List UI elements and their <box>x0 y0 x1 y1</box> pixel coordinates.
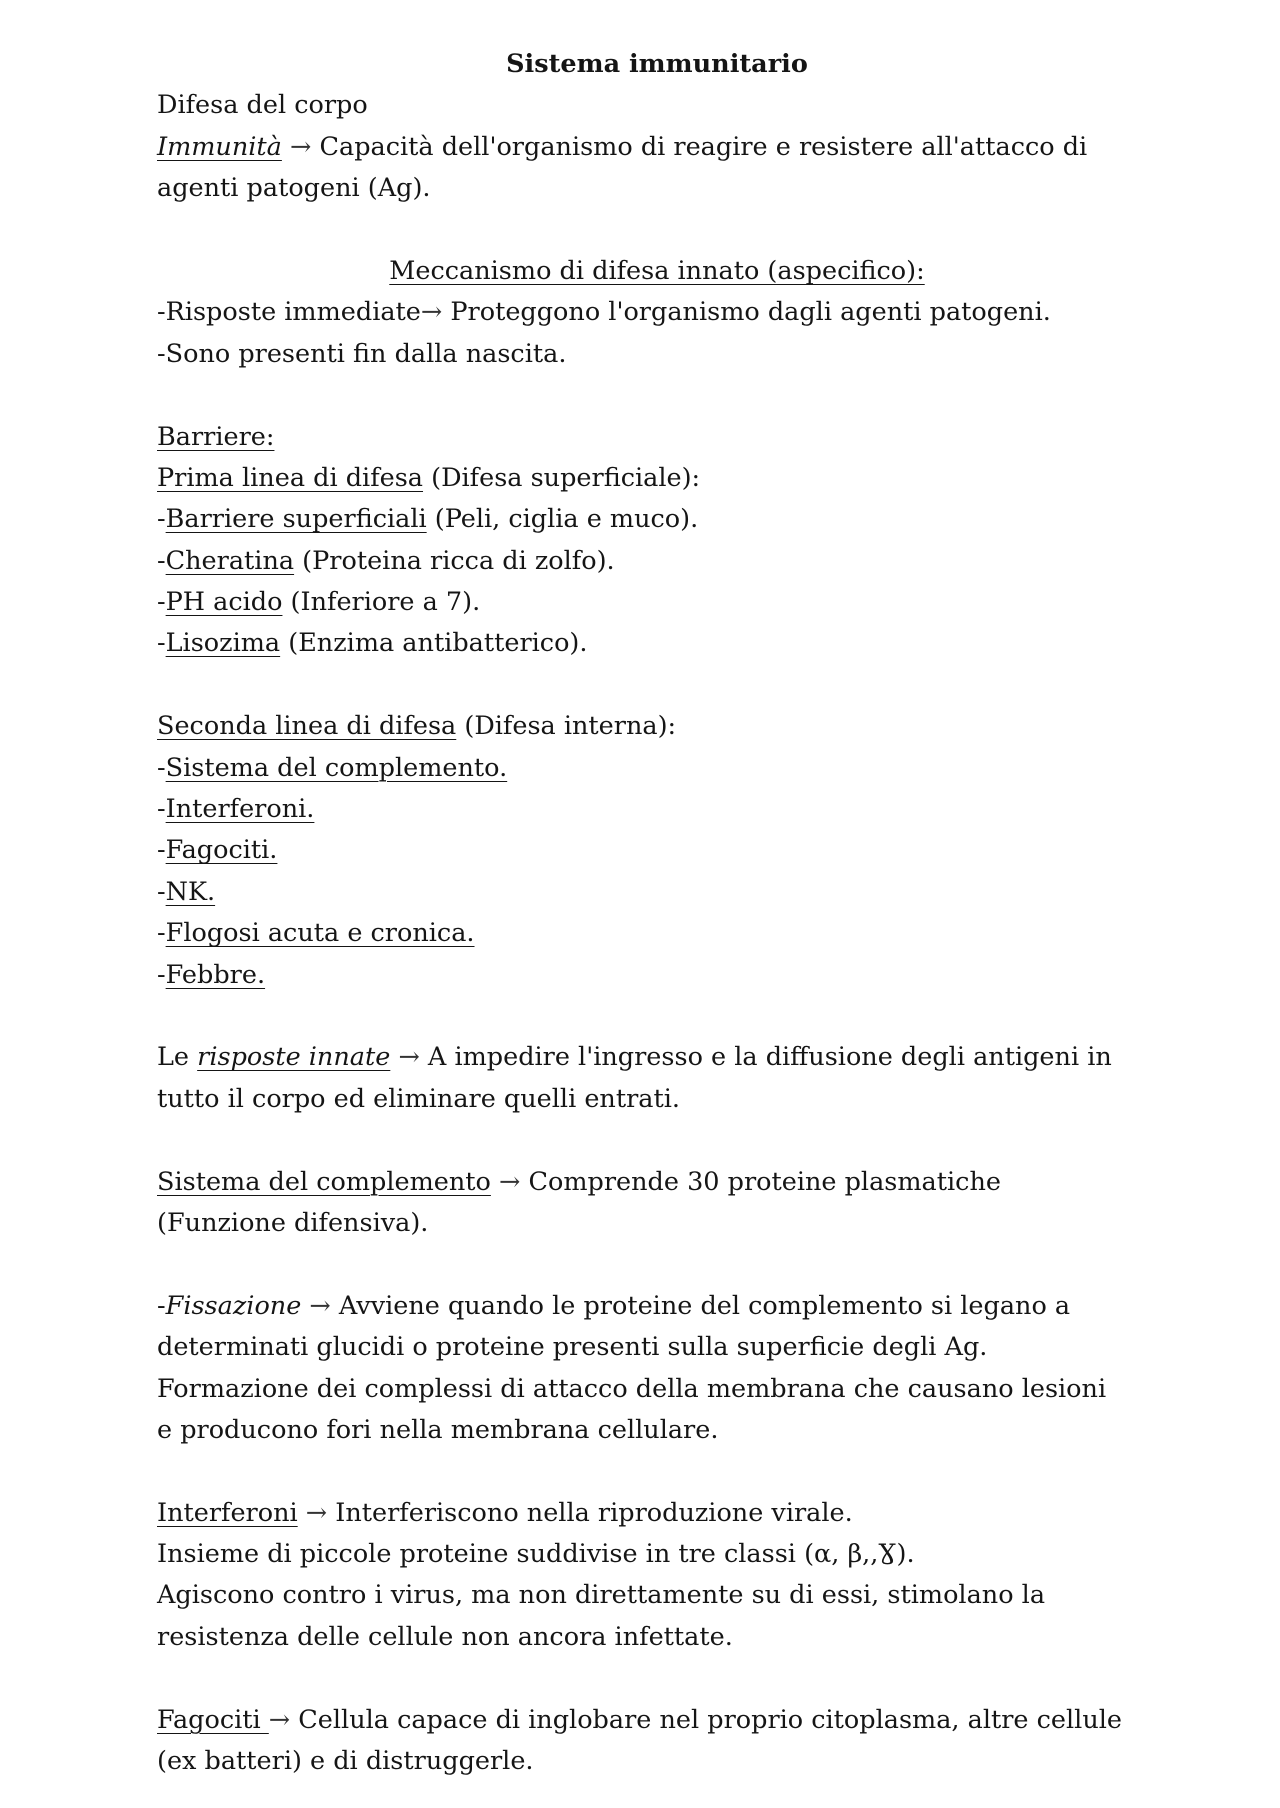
immunita-def-text: Capacità dell'organismo di reagire e resistere all'attacco di <box>311 131 1088 162</box>
interferoni-line-2: Insieme di piccole proteine suddivise in tre classi (α, β,,Ɣ). <box>157 1539 915 1570</box>
list-item-term: PH acido <box>165 587 283 618</box>
first-line-heading <box>157 458 1157 499</box>
arrow-icon: → <box>290 131 312 162</box>
arrow-icon: → <box>398 1042 420 1073</box>
second-line-heading <box>157 706 1157 747</box>
innate-responses-term: risposte innate <box>197 1042 391 1073</box>
complement-rest: Comprende 30 proteine plasmatiche <box>520 1166 1001 1197</box>
fagociti-line <box>157 1700 1157 1741</box>
list-dash: - <box>157 752 166 783</box>
interferoni-line <box>157 1493 1157 1534</box>
list-item <box>157 955 1157 996</box>
first-line-term: Prima linea di difesa <box>157 462 424 493</box>
fagociti-term: Fagociti <box>157 1704 269 1735</box>
list-item-term: Fagociti. <box>165 835 278 866</box>
fissazione-rest: Avviene quando le proteine del complemento si legano a <box>330 1290 1071 1321</box>
second-line-rest: (Difesa interna): <box>456 711 677 742</box>
fissazione-line <box>157 1286 1157 1327</box>
innate-immediate: -Risposte immediate <box>157 297 421 328</box>
immunita-def-continuation: agenti patogeni (Ag). <box>157 173 431 204</box>
interferoni-line-3: Agiscono contro i virus, ma non direttamente su di essi, stimolano la <box>157 1580 1046 1611</box>
list-item <box>157 830 1157 871</box>
list-dash: - <box>157 545 166 576</box>
list-item-rest: (Proteina ricca di zolfo). <box>294 545 615 576</box>
barriers-heading-line <box>157 417 1157 458</box>
list-item-term: Interferoni. <box>165 794 315 825</box>
fissazione-line-2: determinati glucidi o proteine presenti sulla superficie degli Ag. <box>157 1332 988 1363</box>
list-item <box>157 499 1157 540</box>
list-item <box>157 789 1157 830</box>
list-item-rest: (Inferiore a 7). <box>282 587 481 618</box>
list-dash: - <box>157 628 166 659</box>
complement-line <box>157 1162 1157 1203</box>
innate-responses-continuation: tutto il corpo ed eliminare quelli entrati. <box>157 1083 680 1114</box>
arrow-icon: → <box>420 297 443 328</box>
list-dash: - <box>157 794 166 825</box>
innate-line-2: -Sono presenti fin dalla nascita. <box>157 338 567 369</box>
list-item-term: NK. <box>165 876 216 907</box>
page-title: Sistema immunitario <box>506 49 808 79</box>
list-dash: - <box>157 918 166 949</box>
list-item-rest: (Peli, ciglia e muco). <box>426 504 699 535</box>
innate-responses-prefix: Le <box>157 1042 198 1073</box>
document-page <box>157 44 1157 1782</box>
second-line-term: Seconda linea di difesa <box>157 711 457 742</box>
list-item <box>157 913 1157 954</box>
list-item-rest: (Enzima antibatterico). <box>280 628 588 659</box>
interferoni-rest: Interferiscono nella riproduzione virale. <box>327 1497 853 1528</box>
innate-responses-rest: A impedire l'ingresso e la diffusione degli antigeni in <box>419 1042 1112 1073</box>
list-item-term: Barriere superficiali <box>165 504 427 535</box>
arrow-icon: → <box>268 1704 291 1735</box>
innate-protect: Proteggono l'organismo dagli agenti patogeni. <box>442 297 1051 328</box>
arrow-icon: → <box>499 1166 521 1197</box>
fissazione-line-3: Formazione dei complessi di attacco della membrana che causano lesioni <box>157 1373 1107 1404</box>
list-item-term: Sistema del complemento. <box>165 752 508 783</box>
innate-heading-line <box>157 251 1157 292</box>
list-item-term: Flogosi acuta e cronica. <box>165 918 475 949</box>
intro-line: Difesa del corpo <box>157 90 368 121</box>
immunita-term: Immunità <box>157 131 282 162</box>
complement-continuation: (Funzione difensiva). <box>157 1207 429 1238</box>
arrow-icon: → <box>305 1497 328 1528</box>
list-dash: - <box>157 587 166 618</box>
fagociti-rest: Cellula capace di inglobare nel proprio citoplasma, altre cellule <box>290 1704 1122 1735</box>
list-item <box>157 623 1157 664</box>
list-item <box>157 748 1157 789</box>
interferoni-term: Interferoni <box>157 1497 298 1528</box>
list-dash: - <box>157 876 166 907</box>
innate-line-1 <box>157 292 1157 333</box>
innate-responses-line <box>157 1037 1157 1078</box>
barriers-heading: Barriere: <box>157 421 275 452</box>
list-item <box>157 541 1157 582</box>
complement-term: Sistema del complemento <box>157 1166 491 1197</box>
list-item-term: Cheratina <box>165 545 295 576</box>
list-item-term: Febbre. <box>165 959 266 990</box>
arrow-icon: → <box>309 1290 331 1321</box>
fissazione-term: Fissazione <box>165 1290 302 1321</box>
fagociti-line-2: (ex batteri) e di distruggerle. <box>157 1746 534 1777</box>
immunita-definition <box>157 127 1157 168</box>
list-item <box>157 582 1157 623</box>
first-line-rest: (Difesa superficiale): <box>423 462 701 493</box>
interferoni-line-4: resistenza delle cellule non ancora infettate. <box>157 1621 733 1652</box>
innate-heading: Meccanismo di difesa innato (aspecifico): <box>389 255 925 286</box>
list-dash: - <box>157 1290 166 1321</box>
list-dash: - <box>157 835 166 866</box>
list-dash: - <box>157 504 166 535</box>
list-item <box>157 872 1157 913</box>
list-dash: - <box>157 959 166 990</box>
list-item-term: Lisozima <box>165 628 281 659</box>
fissazione-line-4: e producono fori nella membrana cellulare. <box>157 1414 719 1445</box>
